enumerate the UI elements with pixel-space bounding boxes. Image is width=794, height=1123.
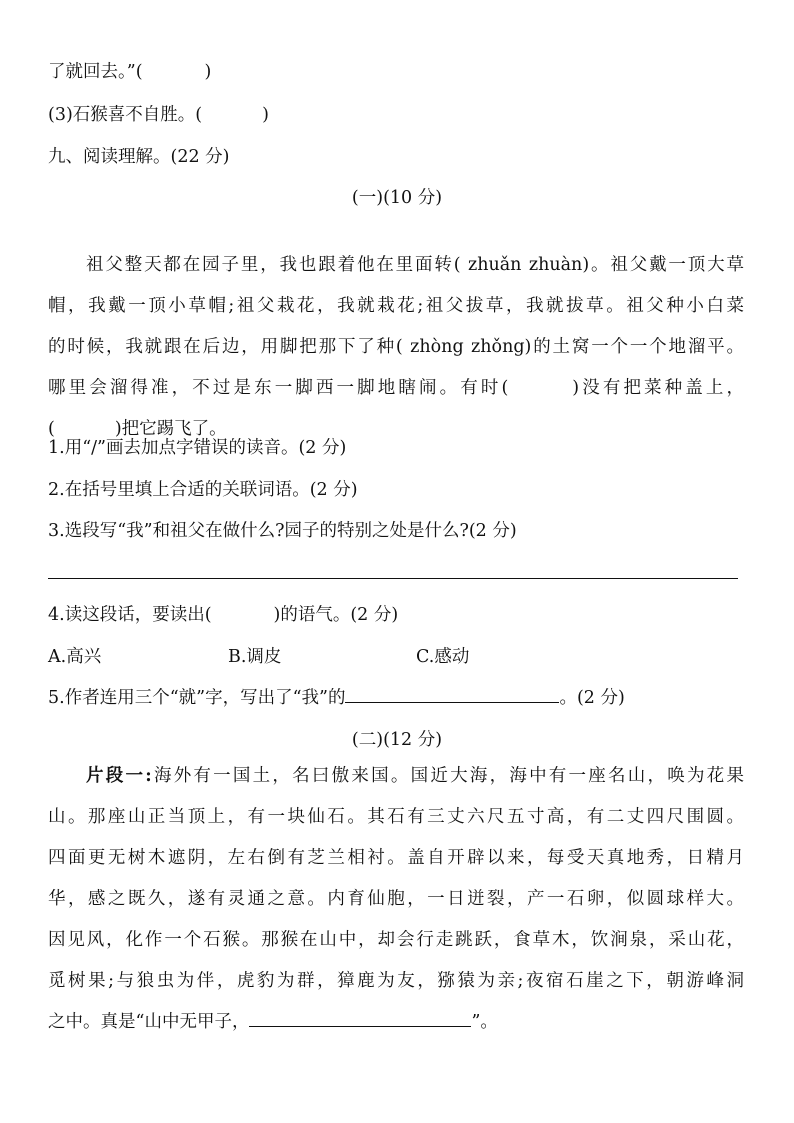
text-l1: 了就回去。”( <box>48 62 143 82</box>
part2-heading: (二)(12 分) <box>351 730 443 750</box>
text-l1-close: ) <box>204 62 212 82</box>
question-1: 1.用“/”画去加点字错误的读音。(2 分) <box>48 438 347 458</box>
passage-line: 之中。真是“山中无甲子， ”。 <box>48 1012 498 1032</box>
passage-line: 四面更无树木遮阴，左右倒有芝兰相衬。盖自开辟以来，每受天真地秀，日精月 <box>48 848 744 868</box>
passage-line: 片段一:海外有一国土，名曰傲来国。国近大海，海中有一座名山，唤为花果 <box>86 766 745 786</box>
passage-line: 的时候，我就跟在后边，用脚把那下了种( zhòng zhǒng)的土窝一个一个地溜平。 <box>48 337 744 357</box>
part1-passage <box>48 245 744 450</box>
option-b[interactable]: B.调皮 <box>228 647 282 667</box>
question-5: 5.作者连用三个“就”字，写出了“我”的 。(2 分) <box>48 688 625 708</box>
passage-line: 帽，我戴一顶小草帽;祖父栽花，我就栽花;祖父拔草，我就拔草。祖父种小白菜 <box>48 296 744 316</box>
passage-line: 因见风，化作一个石猴。那猴在山中，却会行走跳跃，食草木，饮涧泉，采山花， <box>48 930 744 950</box>
part2-passage <box>48 756 744 1043</box>
line-top-1 <box>48 58 211 83</box>
passage-line: 华，感之既久，遂有灵通之意。内育仙胞，一日迸裂，产一石卵，似圆球样大。 <box>48 889 744 909</box>
question-4: 4.读这段话，要读出( )的语气。(2 分) <box>48 605 399 625</box>
line-top-2 <box>48 101 269 126</box>
section-title: 九、阅读理解。(22 分) <box>48 147 230 167</box>
answer-line[interactable] <box>48 578 738 579</box>
passage-line: 哪里会溜得准，不过是东一脚西一脚地瞎闹。有时( )没有把菜种盖上， <box>48 378 744 398</box>
part1-heading: (一)(10 分) <box>351 188 443 208</box>
option-a[interactable]: A.高兴 <box>48 647 102 667</box>
passage-line: 祖父整天都在园子里，我也跟着他在里面转( zhuǎn zhuàn)。祖父戴一顶大草 <box>86 255 744 275</box>
answer-blank[interactable] <box>345 686 559 703</box>
option-c[interactable]: C.感动 <box>416 647 470 667</box>
question-2: 2.在括号里填上合适的关联词语。(2 分) <box>48 480 358 500</box>
question-3: (3)石猴喜不自胜。( <box>48 105 203 125</box>
question-3-prompt: 3.选段写“我”和祖父在做什么?园子的特别之处是什么?(2 分) <box>48 521 517 541</box>
answer-blank[interactable] <box>249 1010 471 1027</box>
text-l2-close: ) <box>262 105 269 125</box>
passage-line: ( )把它踢飞了。 <box>48 419 227 439</box>
excerpt-label: 片段一: <box>86 766 152 786</box>
passage-line: 觅树果;与狼虫为伴，虎豹为群，獐鹿为友，猕猿为亲;夜宿石崖之下，朝游峰洞 <box>48 971 744 991</box>
passage-line: 山。那座山正当顶上，有一块仙石。其石有三丈六尺五寸高，有二丈四尺围圆。 <box>48 807 744 827</box>
